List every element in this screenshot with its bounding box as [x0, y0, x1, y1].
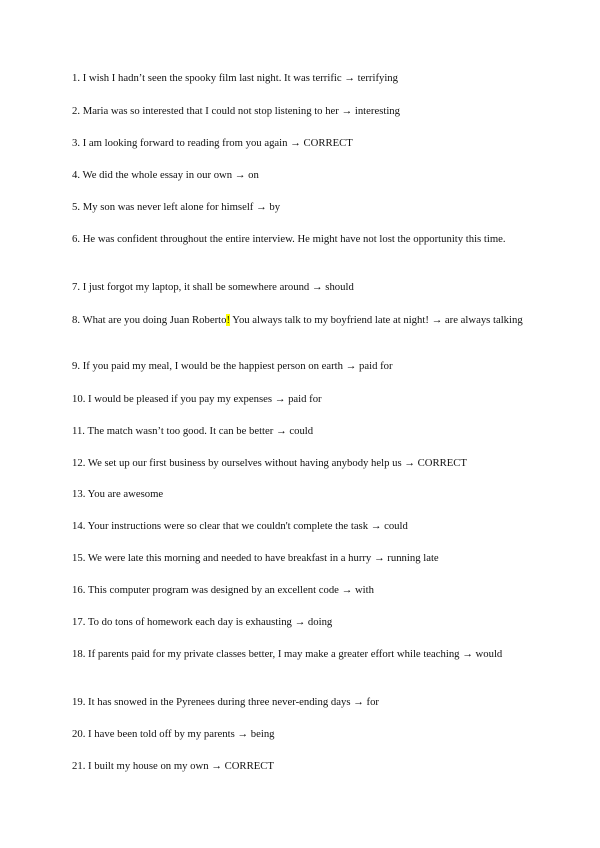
sentence-2: 2. Maria was so interested that I could not stop listening to her → interesting: [72, 105, 400, 117]
sentence-18: 18. If parents paid for my private classes better, I may make a greater effort while teaching → would: [72, 648, 503, 660]
highlighted-exclamation: !: [226, 314, 231, 326]
sentence-21: 21. I built my house on my own → CORRECT: [72, 760, 274, 772]
sentence-8: [72, 313, 532, 328]
sentence-17: 17. To do tons of homework each day is exhausting → doing: [72, 616, 333, 628]
sentence-5: 5. My son was never left alone for himself → by: [72, 201, 281, 213]
sentence-15: 15. We were late this morning and needed to have breakfast in a hurry → running late: [72, 552, 439, 564]
sentence-20: 20. I have been told off by my parents → being: [72, 728, 275, 740]
sentence-14: 14. Your instructions were so clear that we couldn't complete the task → could: [72, 520, 408, 532]
sentence-7: 7. I just forgot my laptop, it shall be somewhere around → should: [72, 281, 354, 293]
sentence-4: 4. We did the whole essay in our own → on: [72, 169, 259, 181]
sentence-8-end: You always talk to my boyfriend late at night! → are always talking: [230, 314, 523, 326]
sentence-10: 10. I would be pleased if you pay my expenses → paid for: [72, 393, 322, 405]
sentence-6: 6. He was confident throughout the entire interview. He might have not lost the opportunity this time.: [72, 233, 506, 245]
sentence-1: 1. I wish I hadn’t seen the spooky film last night. It was terrific → terrifying: [72, 72, 398, 84]
sentence-13: 13. You are awesome: [72, 488, 164, 500]
sentence-11: 11. The match wasn’t too good. It can be better → could: [72, 425, 314, 437]
sentence-9: 9. If you paid my meal, I would be the happiest person on earth → paid for: [72, 360, 393, 372]
sentence-16: 16. This computer program was designed by an excellent code → with: [72, 584, 374, 596]
sentence-12: 12. We set up our first business by ourselves without having anybody help us → CORRECT: [72, 457, 467, 469]
sentence-8-start: 8. What are you doing Juan Roberto: [72, 314, 227, 326]
sentence-19: 19. It has snowed in the Pyrenees during three never-ending days → for: [72, 696, 379, 708]
sentence-3: 3. I am looking forward to reading from you again → CORRECT: [72, 137, 353, 149]
